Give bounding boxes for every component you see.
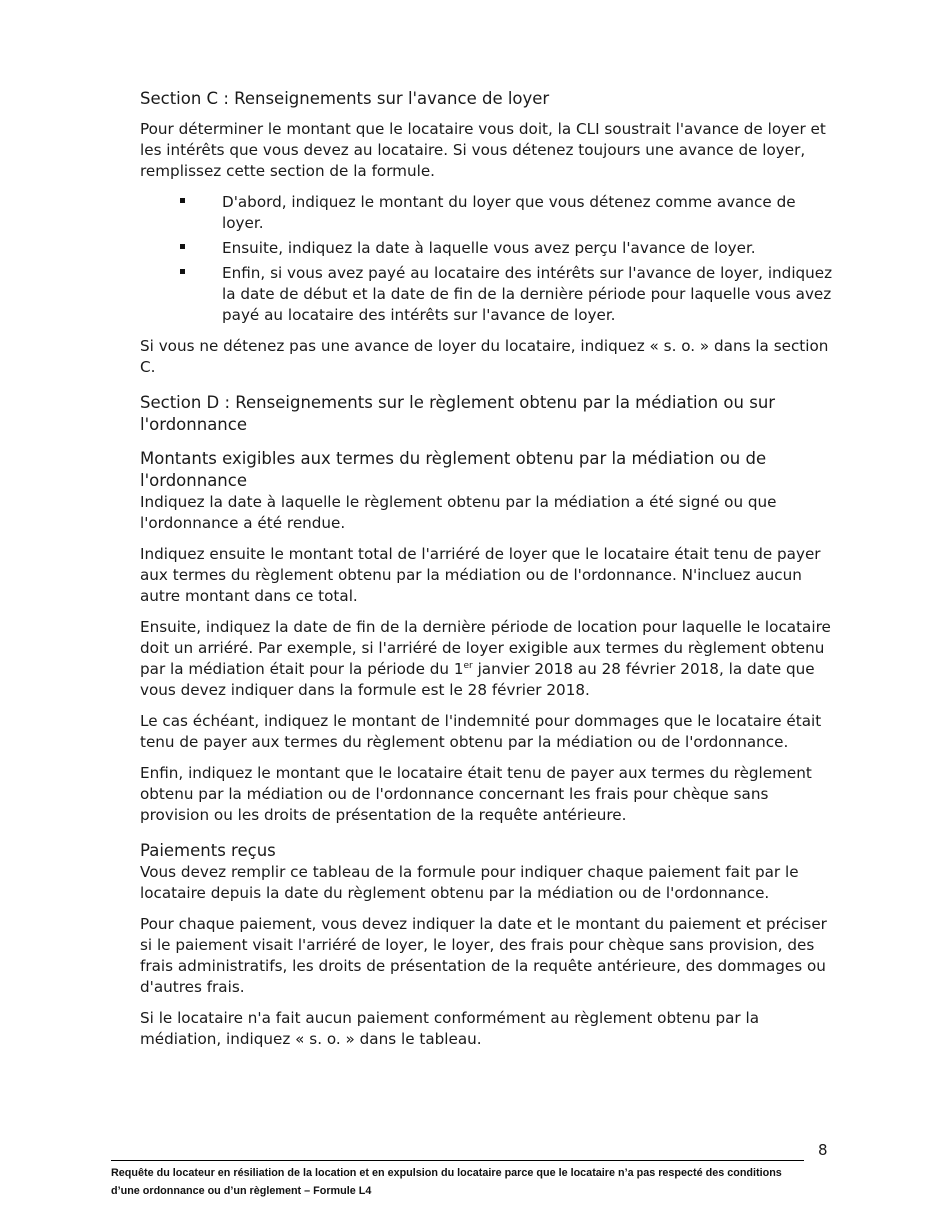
section-d-heading: Section D : Renseignements sur le règlement obtenu par la médiation ou sur l'ordonnance (140, 393, 776, 434)
bullet-icon (180, 269, 185, 274)
section-c-intro: Pour déterminer le montant que le locataire vous doit, la CLI soustrait l'avance de loyer et les intérêts que vous devez au locataire. Si vous détenez toujours une avance de loyer, remplissez cette section de la formule. (140, 120, 826, 180)
list-item: Ensuite, indiquez la date à laquelle vous avez perçu l'avance de loyer. (140, 238, 840, 259)
list-item: Enfin, si vous avez payé au locataire des intérêts sur l'avance de loyer, indiquez la date de début et la date de fin de la dernière période pour laquelle vous avez payé au locataire des intérêts sur l'avance de loyer. (140, 263, 840, 326)
section-c-note: Si vous ne détenez pas une avance de loyer du locataire, indiquez « s. o. » dans la section C. (140, 337, 829, 376)
section-c-heading: Section C : Renseignements sur l'avance de loyer (140, 89, 550, 108)
payments-heading: Paiements reçus (140, 841, 276, 860)
footer-divider (111, 1160, 804, 1161)
paragraph: Pour chaque paiement, vous devez indiquer la date et le montant du paiement et préciser si le paiement visait l'arriéré de loyer, le loyer, des frais pour chèque sans provision, des frais administratifs, les droits de présentation de la requête antérieure, des dommages ou d'autres frais. (140, 915, 827, 996)
paragraph: Indiquez la date à laquelle le règlement obtenu par la médiation a été signé ou que l'ordonnance a été rendue. (140, 493, 777, 532)
paragraph: Indiquez ensuite le montant total de l'arriéré de loyer que le locataire était tenu de payer aux termes du règlement obtenu par la médiation ou de l'ordonnance. N'incluez aucun autre montant dans ce total. (140, 545, 821, 605)
paragraph: Si le locataire n'a fait aucun paiement conformément au règlement obtenu par la médiation, indiquez « s. o. » dans le tableau. (140, 1009, 760, 1048)
amounts-heading: Montants exigibles aux termes du règlement obtenu par la médiation ou de l'ordonnance (140, 449, 767, 490)
bullet-icon (180, 244, 185, 249)
page-number: 8 (818, 1141, 828, 1159)
paragraph: Ensuite, indiquez la date de fin de la dernière période de location pour laquelle le locataire doit un arriéré. Par exemple, si l'arriéré de loyer exigible aux termes du règlement obtenu par la médiation était pour la période du 1er janvier 2018 au 28 février 2018, la date que vous devez indiquer dans la formule est le 28 février 2018. (140, 618, 831, 699)
footer-text: Requête du locateur en résiliation de la location et en expulsion du locataire parce que le locataire n’a pas respecté des conditions d’une ordonnance ou d’un règlement – Formule L4 (111, 1167, 782, 1197)
bullet-icon (180, 198, 185, 203)
paragraph: Le cas échéant, indiquez le montant de l'indemnité pour dommages que le locataire était tenu de payer aux termes du règlement obtenu par la médiation ou de l'ordonnance. (140, 712, 822, 751)
list-item: D'abord, indiquez le montant du loyer que vous détenez comme avance de loyer. (140, 192, 840, 234)
paragraph: Enfin, indiquez le montant que le locataire était tenu de payer aux termes du règlement obtenu par la médiation ou de l'ordonnance concernant les frais pour chèque sans provision ou les droits de présentation de la requête antérieure. (140, 764, 812, 824)
paragraph: Vous devez remplir ce tableau de la formule pour indiquer chaque paiement fait par le locataire depuis la date du règlement obtenu par la médiation ou de l'ordonnance. (140, 863, 799, 902)
document-body (140, 88, 840, 1060)
section-c-bullet-list (140, 192, 840, 326)
